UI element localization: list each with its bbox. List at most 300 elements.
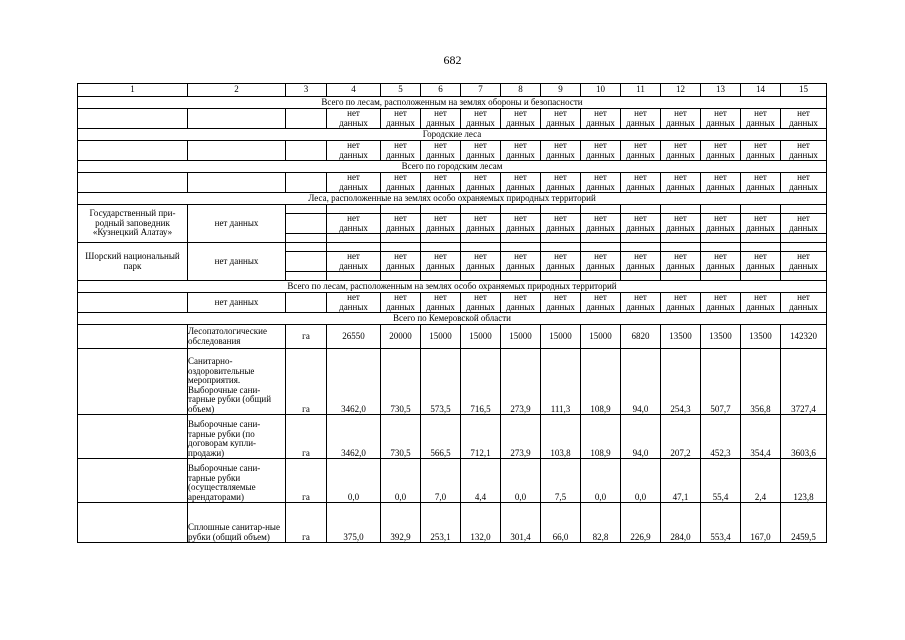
no-data-word2: данных [506, 181, 535, 192]
no-data-word2: данных [666, 149, 695, 160]
value-text: 301,4 [510, 531, 531, 542]
no-data-cell [327, 173, 381, 193]
empty-cell [741, 234, 781, 243]
value-text: 13500 [709, 330, 732, 341]
value-text: 15000 [589, 330, 612, 341]
empty-cell [78, 293, 188, 313]
column-header [286, 84, 327, 97]
no-data-word1: нет [514, 251, 527, 262]
protected-area-name [78, 243, 188, 281]
value-text: 730,5 [390, 447, 411, 458]
column-number: 14 [756, 84, 765, 95]
no-data-word2: данных [339, 181, 368, 192]
unit-cell [286, 349, 327, 415]
no-data-word2: данных [706, 222, 735, 233]
no-data-word2: данных [706, 301, 735, 312]
empty-cell [286, 243, 327, 252]
no-data-cell [661, 141, 701, 161]
data-row [78, 349, 827, 415]
value-cell [421, 503, 461, 543]
unit-cell [286, 459, 327, 503]
no-data-word1: нет [754, 251, 767, 262]
no-data-word2: данных [586, 301, 615, 312]
value-text: 55,4 [712, 491, 729, 502]
value-text: 15000 [509, 330, 532, 341]
no-data-word2: данных [626, 149, 655, 160]
no-data-word1: нет [554, 140, 567, 151]
no-data-cell [661, 109, 701, 129]
no-data-word1: нет [394, 108, 407, 119]
no-data-word1: нет [474, 140, 487, 151]
value-cell [381, 459, 421, 503]
page-number: 682 [443, 53, 462, 67]
empty-cell [327, 234, 381, 243]
value-cell [541, 325, 581, 349]
no-data-word2: данных [506, 149, 535, 160]
no-data-word2: данных [789, 117, 818, 128]
no-data-word2: данных [789, 149, 818, 160]
no-data-word2: данных [386, 301, 415, 312]
empty-cell [286, 234, 327, 243]
value-text: 392,9 [390, 531, 411, 542]
empty-cell [781, 234, 827, 243]
value-cell [701, 503, 741, 543]
no-data-word1: нет [674, 213, 687, 224]
unit-text: га [302, 403, 310, 414]
no-data-cell [421, 214, 461, 234]
no-data-word2: данных [426, 222, 455, 233]
no-data-word2: данных [586, 117, 615, 128]
no-data-cell [621, 214, 661, 234]
value-text: 82,8 [592, 531, 609, 542]
value-cell [501, 503, 541, 543]
empty-cell [701, 272, 741, 281]
no-data-word2: данных [586, 181, 615, 192]
value-text: 94,0 [632, 447, 649, 458]
section-label: Городские леса [422, 128, 482, 139]
no-data-word1: нет [714, 172, 727, 183]
value-text: 7,0 [434, 491, 447, 502]
empty-cell [421, 272, 461, 281]
value-text: 26550 [342, 330, 365, 341]
no-data-cell [327, 109, 381, 129]
empty-cell [661, 234, 701, 243]
no-data-word2: данных [746, 301, 775, 312]
no-data-cell [741, 252, 781, 272]
no-data-word2: данных [426, 149, 455, 160]
empty-cell [286, 252, 327, 272]
no-data-word2: данных [386, 222, 415, 233]
value-text: 7,5 [554, 491, 567, 502]
measure-label-text: Лесопатологические обследования [188, 326, 267, 346]
value-text: 142320 [790, 330, 817, 341]
value-text: 507,7 [710, 403, 731, 414]
no-data-word2: данных [466, 149, 495, 160]
value-text: 573,5 [430, 403, 451, 414]
no-data-word1: нет [434, 213, 447, 224]
no-data-word2: данных [626, 260, 655, 271]
value-text: 108,9 [590, 403, 611, 414]
value-cell [741, 349, 781, 415]
value-cell [381, 349, 421, 415]
no-data-word1: нет [554, 172, 567, 183]
column-number: 15 [799, 84, 808, 95]
value-text: 13500 [669, 330, 692, 341]
col2-no-data: нет данных [214, 217, 259, 228]
col2-cell [188, 141, 286, 161]
no-data-cell [501, 252, 541, 272]
value-cell [501, 415, 541, 459]
no-data-cell [781, 141, 827, 161]
no-data-word1: нет [554, 292, 567, 303]
value-text: 6820 [631, 330, 650, 341]
no-data-word2: данных [466, 181, 495, 192]
no-data-cell [661, 293, 701, 313]
value-text: 730,5 [390, 403, 411, 414]
no-data-word1: нет [634, 213, 647, 224]
empty-cell [78, 325, 188, 349]
empty-cell [421, 234, 461, 243]
value-cell [701, 415, 741, 459]
no-data-cell [327, 252, 381, 272]
empty-cell [781, 272, 827, 281]
value-cell [327, 415, 381, 459]
value-text: 3727,4 [791, 403, 816, 414]
no-data-cell [421, 293, 461, 313]
section-title [78, 281, 827, 293]
empty-cell [581, 234, 621, 243]
no-data-word1: нет [434, 108, 447, 119]
section-title [78, 97, 827, 109]
no-data-word2: данных [706, 181, 735, 192]
empty-cell [286, 214, 327, 234]
no-data-word2: данных [586, 222, 615, 233]
no-data-word1: нет [347, 213, 360, 224]
no-data-word2: данных [666, 260, 695, 271]
measure-label [188, 325, 286, 349]
value-cell [741, 415, 781, 459]
empty-cell [286, 205, 327, 214]
no-data-word2: данных [666, 222, 695, 233]
no-data-word1: нет [434, 140, 447, 151]
unit-text: га [302, 491, 310, 502]
empty-cell [286, 272, 327, 281]
value-cell [541, 415, 581, 459]
measure-label-text: Выборочные сани-тарные рубки (по договорам купли-продажи) [188, 419, 261, 458]
no-data-cell [581, 293, 621, 313]
no-data-cell [741, 173, 781, 193]
no-data-word1: нет [394, 213, 407, 224]
no-data-word1: нет [347, 292, 360, 303]
no-data-word2: данных [546, 222, 575, 233]
col2-cell [188, 293, 286, 313]
value-cell [661, 415, 701, 459]
value-cell [781, 325, 827, 349]
no-data-word1: нет [714, 251, 727, 262]
value-cell [461, 503, 501, 543]
value-cell [661, 503, 701, 543]
no-data-cell [621, 293, 661, 313]
column-header [741, 84, 781, 97]
no-data-word2: данных [666, 301, 695, 312]
column-header [621, 84, 661, 97]
value-cell [461, 459, 501, 503]
no-data-word1: нет [554, 251, 567, 262]
empty-cell [581, 272, 621, 281]
no-data-word2: данных [386, 149, 415, 160]
no-data-word1: нет [474, 172, 487, 183]
no-data-cell [327, 293, 381, 313]
col2-cell [188, 243, 286, 281]
no-data-word1: нет [797, 108, 810, 119]
value-text: 0,0 [347, 491, 360, 502]
value-cell [327, 325, 381, 349]
value-cell [581, 349, 621, 415]
section-row [78, 161, 827, 173]
no-data-word1: нет [634, 172, 647, 183]
no-data-cell [781, 173, 827, 193]
section-row [78, 97, 827, 109]
no-data-cell [621, 173, 661, 193]
value-text: 15000 [429, 330, 452, 341]
no-data-word2: данных [706, 149, 735, 160]
column-header [381, 84, 421, 97]
no-data-word1: нет [347, 140, 360, 151]
no-data-word2: данных [466, 301, 495, 312]
no-data-word1: нет [474, 213, 487, 224]
unit-cell [286, 503, 327, 543]
value-text: 108,9 [590, 447, 611, 458]
no-data-cell [701, 252, 741, 272]
value-text: 3462,0 [341, 447, 366, 458]
empty-cell [327, 272, 381, 281]
no-data-word2: данных [546, 301, 575, 312]
no-data-word1: нет [514, 140, 527, 151]
column-number: 6 [438, 84, 443, 95]
no-data-cell [381, 141, 421, 161]
value-text: 94,0 [632, 403, 649, 414]
empty-cell [78, 109, 188, 129]
value-text: 132,0 [470, 531, 491, 542]
empty-cell [541, 234, 581, 243]
no-data-cell [461, 173, 501, 193]
value-cell [741, 325, 781, 349]
value-text: 284,0 [670, 531, 691, 542]
no-data-cell [781, 252, 827, 272]
value-text: 123,8 [793, 491, 814, 502]
no-data-word1: нет [797, 213, 810, 224]
value-text: 0,0 [514, 491, 527, 502]
column-number: 9 [558, 84, 563, 95]
no-data-cell [741, 293, 781, 313]
no-data-cell [461, 293, 501, 313]
no-data-word2: данных [426, 181, 455, 192]
no-data-word1: нет [474, 251, 487, 262]
no-data-word2: данных [666, 181, 695, 192]
no-data-word2: данных [426, 260, 455, 271]
value-text: 103,8 [550, 447, 571, 458]
value-cell [541, 349, 581, 415]
no-data-word2: данных [586, 260, 615, 271]
no-data-row [78, 109, 827, 129]
no-data-cell [701, 214, 741, 234]
no-data-cell [327, 214, 381, 234]
section-row [78, 281, 827, 293]
no-data-word2: данных [339, 222, 368, 233]
no-data-word1: нет [594, 213, 607, 224]
no-data-word1: нет [434, 251, 447, 262]
value-cell [621, 459, 661, 503]
value-text: 716,5 [470, 403, 491, 414]
no-data-cell [421, 252, 461, 272]
no-data-cell [701, 293, 741, 313]
no-data-word1: нет [754, 292, 767, 303]
no-data-word2: данных [506, 222, 535, 233]
unit-text: га [302, 531, 310, 542]
no-data-cell [381, 109, 421, 129]
no-data-cell [701, 141, 741, 161]
no-data-cell [381, 252, 421, 272]
empty-cell [541, 272, 581, 281]
no-data-cell [661, 252, 701, 272]
no-data-word1: нет [634, 140, 647, 151]
no-data-cell [581, 214, 621, 234]
no-data-word1: нет [394, 172, 407, 183]
empty-cell [501, 272, 541, 281]
col2-no-data: нет данных [214, 255, 259, 266]
column-number: 11 [636, 84, 645, 95]
no-data-word2: данных [746, 260, 775, 271]
value-cell [581, 415, 621, 459]
value-cell [421, 349, 461, 415]
no-data-word2: данных [626, 301, 655, 312]
no-data-word2: данных [466, 117, 495, 128]
no-data-cell [781, 109, 827, 129]
section-row [78, 129, 827, 141]
no-data-word1: нет [714, 108, 727, 119]
column-number: 2 [234, 84, 239, 95]
column-header [461, 84, 501, 97]
value-cell [581, 503, 621, 543]
no-data-word2: данных [339, 260, 368, 271]
no-data-word1: нет [594, 251, 607, 262]
no-data-word2: данных [386, 117, 415, 128]
value-cell [501, 325, 541, 349]
value-cell [541, 459, 581, 503]
no-data-word1: нет [714, 140, 727, 151]
no-data-word2: данных [789, 181, 818, 192]
no-data-word1: нет [594, 108, 607, 119]
no-data-cell [661, 214, 701, 234]
no-data-word1: нет [474, 108, 487, 119]
measure-label [188, 349, 286, 415]
no-data-word1: нет [434, 172, 447, 183]
no-data-word1: нет [714, 213, 727, 224]
section-title [78, 313, 827, 325]
no-data-word2: данных [706, 117, 735, 128]
section-title [78, 193, 827, 205]
no-data-word1: нет [674, 140, 687, 151]
no-data-word1: нет [674, 108, 687, 119]
no-data-word2: данных [626, 181, 655, 192]
value-text: 47,1 [672, 491, 689, 502]
no-data-cell [621, 252, 661, 272]
no-data-word2: данных [626, 222, 655, 233]
value-cell [781, 349, 827, 415]
no-data-word2: данных [706, 260, 735, 271]
empty-cell [78, 173, 188, 193]
no-data-cell [501, 109, 541, 129]
unit-text: га [302, 447, 310, 458]
no-data-word1: нет [674, 172, 687, 183]
value-cell [461, 415, 501, 459]
no-data-cell [501, 293, 541, 313]
no-data-word1: нет [394, 251, 407, 262]
measure-label [188, 503, 286, 543]
no-data-word1: нет [514, 213, 527, 224]
value-text: 553,4 [710, 531, 731, 542]
column-header [541, 84, 581, 97]
value-cell [781, 459, 827, 503]
section-row [78, 313, 827, 325]
value-cell [501, 349, 541, 415]
measure-label-text: Санитарно-оздоровительные мероприятия. Выборочные сани-тарные рубки (общий объем) [188, 356, 272, 414]
data-row [78, 325, 827, 349]
no-data-word1: нет [434, 292, 447, 303]
data-row [78, 503, 827, 543]
no-data-word2: данных [339, 117, 368, 128]
no-data-word1: нет [714, 292, 727, 303]
value-text: 273,9 [510, 403, 531, 414]
value-text: 167,0 [750, 531, 771, 542]
value-text: 2459,5 [791, 531, 816, 542]
no-data-word2: данных [746, 181, 775, 192]
no-data-word2: данных [746, 117, 775, 128]
no-data-cell [541, 109, 581, 129]
empty-cell [286, 109, 327, 129]
no-data-cell [541, 173, 581, 193]
empty-cell [78, 459, 188, 503]
value-text: 0,0 [394, 491, 407, 502]
no-data-cell [461, 109, 501, 129]
column-header [661, 84, 701, 97]
value-cell [421, 459, 461, 503]
no-data-word1: нет [514, 108, 527, 119]
value-cell [541, 503, 581, 543]
no-data-cell [741, 214, 781, 234]
no-data-word1: нет [554, 108, 567, 119]
no-data-cell [541, 214, 581, 234]
empty-cell [701, 234, 741, 243]
no-data-word1: нет [594, 292, 607, 303]
value-text: 3462,0 [341, 403, 366, 414]
value-text: 0,0 [594, 491, 607, 502]
no-data-word1: нет [394, 292, 407, 303]
no-data-cell [421, 173, 461, 193]
measure-label-text: Выборочные сани-тарные рубки (осуществляемые арендаторами) [188, 463, 261, 502]
no-data-word2: данных [506, 260, 535, 271]
no-data-word1: нет [347, 172, 360, 183]
no-data-cell [541, 141, 581, 161]
empty-cell [78, 141, 188, 161]
no-data-word1: нет [514, 172, 527, 183]
no-data-row [78, 173, 827, 193]
column-number: 10 [596, 84, 605, 95]
no-data-word2: данных [339, 149, 368, 160]
no-data-cell [461, 141, 501, 161]
measure-label [188, 415, 286, 459]
data-row [78, 415, 827, 459]
